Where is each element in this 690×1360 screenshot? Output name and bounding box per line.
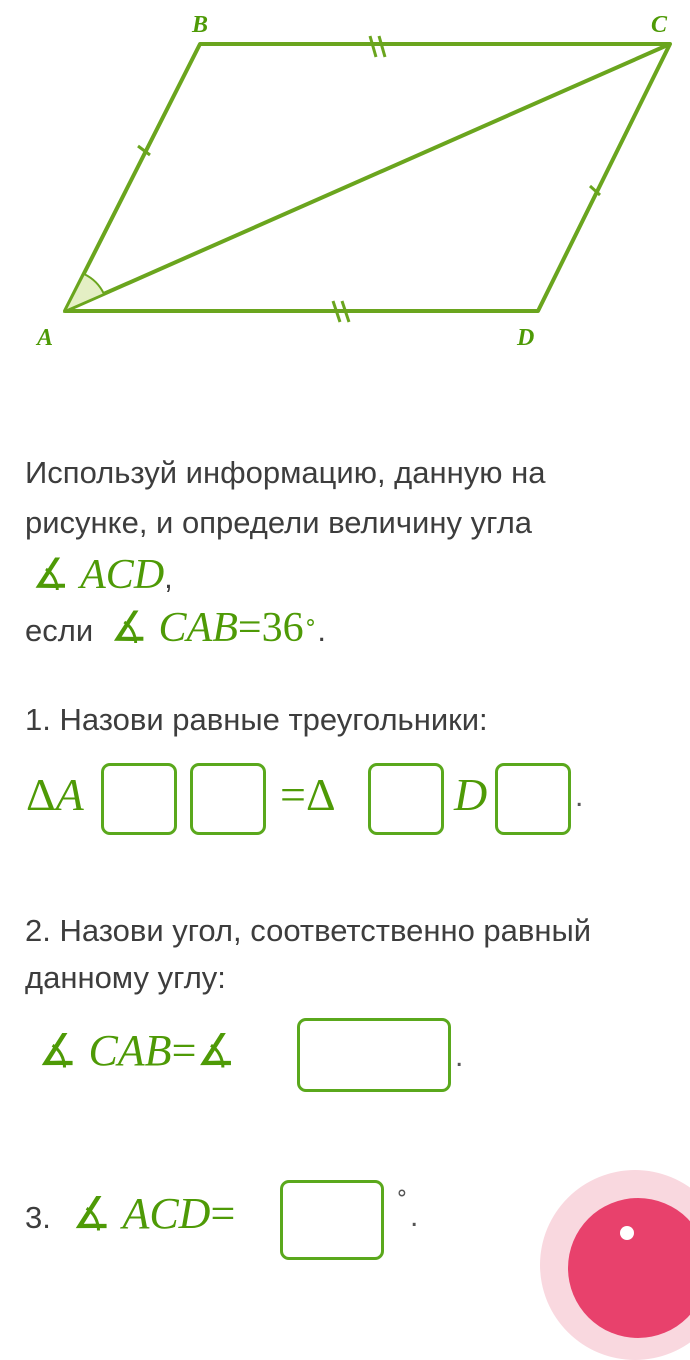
vertex-label-d: D — [517, 325, 535, 351]
problem-line-1: Используй информацию, данную на — [25, 455, 546, 490]
triangle-icon: Δ — [26, 769, 56, 820]
equals-sign: = — [171, 1026, 197, 1075]
problem-line-2: рисунке, и определи величину угла — [25, 505, 533, 540]
step1-period: . — [575, 780, 584, 813]
angle-icon: ∡ — [72, 1189, 112, 1238]
step2-angle-name: CAB — [88, 1026, 172, 1075]
angle-icon: ∡ — [110, 605, 149, 651]
given-angle-value: 36 — [261, 605, 304, 651]
equals-sign: = — [237, 605, 262, 651]
angle-icon: ∡ — [196, 1026, 236, 1075]
angle-arc-cab — [65, 274, 104, 311]
tick-bc-1 — [370, 36, 376, 57]
equals-sign: = — [280, 769, 306, 820]
help-icon — [620, 1226, 634, 1240]
step1-delta-a — [26, 768, 84, 821]
triangle-icon: Δ — [305, 769, 336, 820]
step3-angle-name: ACD — [122, 1189, 211, 1238]
step3-label: 3. — [25, 1200, 51, 1235]
degree-icon: ∘ — [303, 609, 318, 635]
target-angle-name: ACD — [80, 552, 165, 598]
angle-icon: ∡ — [38, 1026, 78, 1075]
given-angle-name: CAB — [158, 605, 238, 651]
step1-input-1[interactable] — [101, 763, 177, 835]
step1-input-2[interactable] — [190, 763, 266, 835]
step2-label-line1: 2. Назови угол, соответственно равный — [25, 913, 592, 948]
equals-sign: = — [210, 1189, 236, 1238]
vertex-label-b: B — [192, 12, 209, 38]
step1-vertex-d: D — [454, 769, 488, 820]
step3-period: . — [410, 1200, 419, 1233]
step2-expression — [38, 1025, 236, 1076]
comma: , — [164, 560, 173, 595]
step3-input[interactable] — [280, 1180, 384, 1260]
step1-input-4[interactable] — [495, 763, 571, 835]
step1-input-3[interactable] — [368, 763, 444, 835]
period: . — [317, 613, 326, 648]
angle-icon: ∡ — [32, 552, 70, 598]
vertex-label-c: C — [651, 12, 668, 38]
step2-input[interactable] — [297, 1018, 451, 1092]
tick-bc-2 — [379, 36, 385, 57]
vertex-label-a: A — [37, 325, 54, 351]
parallelogram-figure — [0, 0, 690, 380]
problem-given — [25, 597, 326, 660]
if-word: если — [25, 613, 94, 648]
diagonal-ac — [65, 44, 670, 311]
step2-period: . — [455, 1040, 464, 1073]
degree-icon: ∘ — [395, 1180, 409, 1205]
step1-vertex-a: A — [55, 769, 84, 820]
step2-label-line2: данному углу: — [25, 960, 226, 995]
step3-expression — [72, 1188, 235, 1239]
step1-label: 1. Назови равные треугольники: — [25, 702, 488, 737]
step1-eq-delta — [280, 768, 336, 821]
